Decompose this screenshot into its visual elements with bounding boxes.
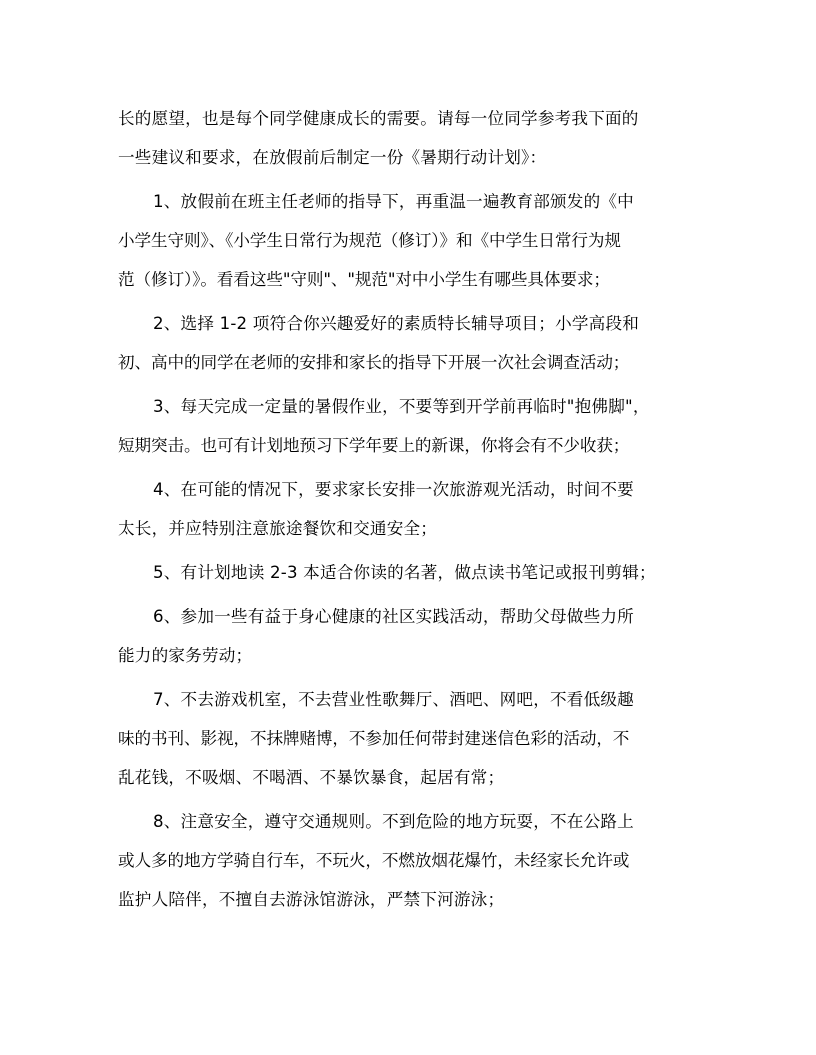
list-item-6-line-2: 能力的家务劳动； (118, 646, 253, 665)
list-item-2-line-2: 初、高中的同学在老师的安排和家长的指导下开展一次社会调查活动； (118, 353, 630, 372)
list-item-4-line-1: 4、在可能的情况下，要求家长安排一次旅游观光活动，时间不要 (153, 480, 634, 499)
list-item-3-line-2: 短期突击。也可有计划地预习下学年要上的新课，你将会有不少收获； (118, 436, 630, 455)
list-item-7-line-3: 乱花钱，不吸烟、不喝酒、不暴饮暴食，起居有常； (118, 768, 505, 787)
list-item-8-line-1: 8、注意安全，遵守交通规则。不到危险的地方玩耍，不在公路上 (153, 812, 634, 831)
list-item-5-line-1: 5、有计划地读 2-3 本适合你读的名著，做点读书笔记或报刊剪辑； (153, 563, 656, 582)
list-item-7-line-1: 7、不去游戏机室，不去营业性歌舞厅、酒吧、网吧，不看低级趣 (153, 690, 634, 709)
list-item-8-line-2: 或人多的地方学骑自行车，不玩火，不燃放烟花爆竹，未经家长允许或 (118, 851, 630, 870)
list-item-7-line-2: 味的书刊、影视，不抹牌赌博，不参加任何带封建迷信色彩的活动，不 (118, 729, 630, 748)
list-item-2-line-1: 2、选择 1-2 项符合你兴趣爱好的素质特长辅导项目；小学高段和 (153, 314, 640, 333)
text-line: 长的愿望，也是每个同学健康成长的需要。请每一位同学参考我下面的 (118, 109, 639, 128)
list-item-4-line-2: 太长，并应特别注意旅途餐饮和交通安全； (118, 519, 438, 538)
text-line: 一些建议和要求，在放假前后制定一份《暑期行动计划》： (118, 148, 547, 167)
list-item-1-line-1: 1、放假前在班主任老师的指导下，再重温一遍教育部颁发的《中 (153, 192, 634, 211)
list-item-1-line-3: 范（修订）》。看看这些"守则"、"规范"对中小学生有哪些具体要求； (118, 270, 610, 289)
list-item-3-line-1: 3、每天完成一定量的暑假作业，不要等到开学前再临时"抱佛脚"， (153, 397, 650, 416)
list-item-8-line-3: 监护人陪伴，不擅自去游泳馆游泳，严禁下河游泳； (118, 890, 505, 909)
list-item-6-line-1: 6、参加一些有益于身心健康的社区实践活动，帮助父母做些力所 (153, 607, 634, 626)
list-item-1-line-2: 小学生守则》、《小学生日常行为规范（修订）》和《中学生日常行为规 (118, 231, 621, 250)
